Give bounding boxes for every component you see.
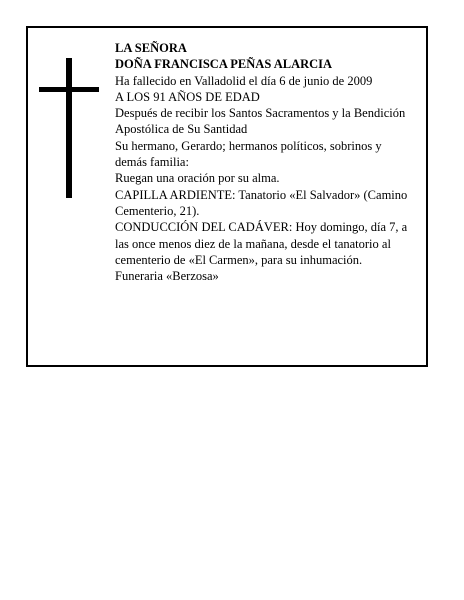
- procession-line: CONDUCCIÓN DEL CADÁVER: Hoy domingo, día 7, a las once menos diez de la mañana, desde el tanatorio al cementerio de «El Carmen», para su inhumación.: [115, 220, 408, 267]
- chapel-line: CAPILLA ARDIENTE: Tanatorio «El Salvador» (Camino Cementerio, 21).: [115, 187, 408, 218]
- family-line: Su hermano, Gerardo; hermanos políticos, sobrinos y demás familia:: [115, 138, 382, 170]
- funeral-home-line: Funeraria «Berzosa»: [115, 269, 219, 284]
- age-line: A LOS 91 AÑOS DE EDAD: [115, 89, 260, 104]
- prayer-line: Ruegan una oración por su alma.: [115, 171, 280, 186]
- notice-text: [115, 40, 415, 284]
- deceased-name: DOÑA FRANCISCA PEÑAS ALARCIA: [115, 57, 333, 72]
- cross-vertical-bar: [66, 58, 72, 198]
- notice-title: LA SEÑORA: [115, 41, 187, 55]
- cross-horizontal-bar: [39, 87, 99, 92]
- death-date-line: Ha fallecido en Valladolid el día 6 de junio de 2009: [115, 73, 373, 88]
- cross-icon: [39, 58, 99, 198]
- obituary-notice: [26, 26, 428, 367]
- sacraments-line: Después de recibir los Santos Sacramentos y la Bendición Apostólica de Su Santidad: [115, 106, 406, 137]
